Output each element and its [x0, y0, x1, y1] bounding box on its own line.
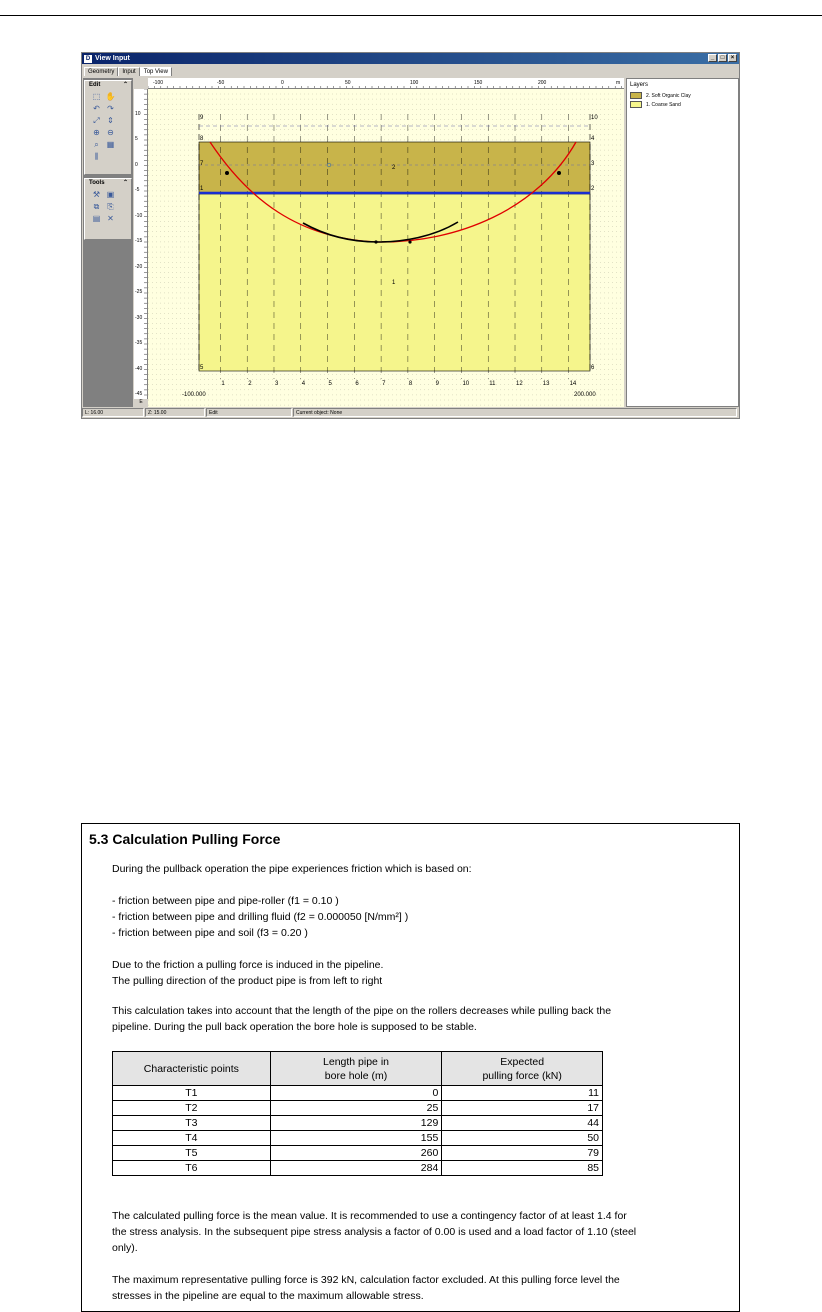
x-tick-label: 1: [221, 381, 225, 387]
status-mode: Edit: [206, 408, 292, 417]
ruler-tick-label: -25: [135, 289, 143, 295]
edit-group-header[interactable]: [85, 81, 131, 90]
force-cell: 44: [442, 1116, 603, 1131]
pulling-force-section: [81, 823, 740, 1312]
point-label: 1: [200, 186, 204, 192]
layer-swatch: [630, 101, 642, 108]
collapse-icon[interactable]: ⌃: [122, 180, 128, 186]
force-cell: 17: [442, 1101, 603, 1116]
x-tick-label: 7: [382, 381, 386, 387]
table-row: [113, 1146, 603, 1161]
collapse-icon[interactable]: ⌃: [122, 82, 128, 88]
point-label: 5: [200, 365, 204, 371]
select-icon[interactable]: ⬚: [92, 92, 101, 101]
pulling-force-table: [112, 1051, 603, 1176]
x-tick-label: 14: [569, 381, 577, 387]
layer-legend-label: 2. Soft Organic Clay: [646, 92, 691, 99]
vertical-ruler: [134, 89, 148, 399]
properties-icon[interactable]: ▣: [106, 190, 115, 199]
table-row: [113, 1161, 603, 1176]
layers-panel: [626, 78, 739, 407]
account-text: pipeline. During the pull back operation the bore hole is supposed to be stable.: [112, 1021, 477, 1033]
mean-text: The calculated pulling force is the mean value. It is recommended to use a contingency factor of at least 1.4 for: [112, 1210, 627, 1222]
wrench-icon[interactable]: ⚒: [92, 190, 101, 199]
column-header-line: Length pipe in: [323, 1055, 389, 1068]
paste-icon[interactable]: ⎘: [107, 202, 114, 211]
point-label: 3: [591, 161, 595, 167]
ruler-tick-label: 50: [345, 80, 351, 86]
tools-group-header[interactable]: [85, 179, 131, 188]
point-label: 9: [200, 115, 204, 121]
ruler-tick-label: -5: [135, 187, 140, 193]
tools-group: [84, 178, 132, 240]
x-tick-label: 11: [489, 381, 496, 387]
mean-text: only).: [112, 1242, 138, 1254]
force-cell: 85: [442, 1161, 603, 1176]
point-label: 10: [591, 115, 598, 121]
point-label: 8: [200, 136, 204, 142]
zoom-limits-icon[interactable]: ⤢: [93, 116, 100, 125]
table-row: [113, 1101, 603, 1116]
ruler-tick-label: 150: [474, 80, 483, 86]
point-label: 2: [591, 186, 595, 192]
ruler-tick-label: -100: [153, 80, 164, 86]
right-coordinate: 200.000: [574, 392, 596, 398]
left-coordinate: -100.000: [182, 392, 206, 398]
pipe-point: [557, 171, 561, 175]
zoom-rect-icon[interactable]: ⌕: [94, 140, 99, 149]
layer-number-label: 2: [392, 165, 396, 171]
ruler-tick-label: 10: [135, 111, 141, 117]
ruler-tick-label: 200: [538, 80, 547, 86]
view-input-window: [81, 52, 740, 419]
maximize-button[interactable]: □: [718, 54, 727, 62]
layers-title: Layers: [630, 82, 649, 88]
tab-input[interactable]: Input: [118, 67, 139, 76]
force-cell: 79: [442, 1146, 603, 1161]
x-tick-label: 4: [301, 381, 306, 387]
layer-legend-item[interactable]: [630, 101, 735, 108]
point-cell: T3: [113, 1116, 271, 1131]
point-cell: T2: [113, 1101, 271, 1116]
max-force-text: stresses in the pipeline are equal to the maximum allowable stress.: [112, 1290, 424, 1302]
minimize-button[interactable]: _: [708, 54, 717, 62]
layer-number-label: 1: [392, 280, 396, 286]
x-tick-label: 6: [355, 381, 359, 387]
column-header-line: bore hole (m): [324, 1069, 388, 1082]
point-label: 4: [591, 136, 595, 142]
ruler-tick-label: -40: [135, 366, 143, 372]
point-cell: T4: [113, 1131, 271, 1146]
x-tick-label: 13: [542, 381, 550, 387]
ruler-tick-label: 5: [135, 136, 138, 142]
layer-legend-item[interactable]: [630, 92, 735, 99]
column-header-line: Characteristic points: [143, 1062, 239, 1075]
length-cell: 284: [270, 1161, 442, 1176]
x-tick-label: 9: [435, 381, 440, 387]
point-cell: T1: [113, 1086, 271, 1101]
x-tick-label: 10: [462, 381, 470, 387]
ruler-tick-label: 0: [281, 80, 284, 86]
section-heading: 5.3 Calculation Pulling Force: [89, 831, 281, 847]
zoom-in-icon[interactable]: ⊕: [93, 128, 100, 137]
ruler-tick-label: -45: [135, 391, 143, 397]
redo-icon[interactable]: ↷: [107, 104, 114, 113]
x-tick-label: 3: [274, 381, 279, 387]
edit-group: [84, 80, 132, 175]
account-text: This calculation takes into account that the length of the pipe on the rollers decreases while pulling back the: [112, 1005, 612, 1017]
ruler-tick-label: -15: [135, 238, 143, 244]
tool-panel: [83, 78, 133, 407]
length-cell: 129: [270, 1116, 442, 1131]
window-title: View Input: [95, 55, 130, 62]
layer-icon[interactable]: ▦: [106, 140, 115, 149]
table-icon[interactable]: ▤: [92, 214, 101, 223]
mean-text: the stress analysis. In the subsequent pipe stress analysis a factor of 0.00 is used and a load factor of 1.10 (steel: [112, 1226, 637, 1238]
column-header: [442, 1052, 603, 1086]
table-row: [113, 1131, 603, 1146]
friction-item: - friction between pipe and pipe-roller (f1 = 0.10 ): [112, 895, 339, 907]
x-tick-label: 5: [328, 381, 332, 387]
length-cell: 260: [270, 1146, 442, 1161]
intro-text: During the pullback operation the pipe experiences friction which is based on:: [112, 863, 472, 875]
tab-top-view[interactable]: Top View: [140, 67, 172, 76]
point-cell: T5: [113, 1146, 271, 1161]
table-row: [113, 1086, 603, 1101]
length-cell: 155: [270, 1131, 442, 1146]
page-header-rule: [0, 15, 822, 16]
column-header: [270, 1052, 442, 1086]
edit-group-title: Edit: [89, 82, 101, 88]
ruler-tick-label: -50: [217, 80, 225, 86]
point-cell: T6: [113, 1161, 271, 1176]
scroll-box[interactable]: E: [134, 399, 148, 407]
pan-hand-icon[interactable]: ✋: [105, 92, 116, 101]
point-label: 7: [200, 161, 204, 167]
x-tick-label: 8: [408, 381, 413, 387]
undo-icon[interactable]: ↶: [93, 104, 100, 113]
x-tick-label: 2: [248, 381, 252, 387]
length-cell: 25: [270, 1101, 442, 1116]
pipe-point: [225, 171, 229, 175]
status-z: Z: 15.00: [145, 408, 205, 417]
layer-legend-label: 1. Coarse Sand: [646, 101, 681, 108]
x-tick-label: 12: [516, 381, 523, 387]
force-cell: 11: [442, 1086, 603, 1101]
copy-icon[interactable]: ⧉: [93, 202, 100, 211]
layer-swatch: [630, 92, 642, 99]
zoom-out-icon[interactable]: ⊖: [107, 128, 114, 137]
table-row: [113, 1116, 603, 1131]
geometry-canvas[interactable]: [148, 89, 624, 407]
delete-icon[interactable]: ✕: [107, 214, 114, 223]
induced-text: Due to the friction a pulling force is induced in the pipeline.: [112, 959, 384, 971]
title-bar[interactable]: [82, 53, 739, 64]
column-header-line: pulling force (kN): [482, 1069, 562, 1082]
ruler-tick-label: 100: [410, 80, 419, 86]
move-icon[interactable]: ⇕: [107, 116, 114, 125]
force-cell: 50: [442, 1131, 603, 1146]
ruler-tick-label: 0: [135, 162, 138, 168]
tools-group-title: Tools: [89, 180, 105, 186]
friction-item: - friction between pipe and soil (f3 = 0.20 ): [112, 927, 308, 939]
max-force-text: The maximum representative pulling force is 392 kN, calculation factor excluded. At this pulling force level the: [112, 1274, 620, 1286]
point-label: 6: [591, 365, 595, 371]
status-bar: [82, 408, 739, 418]
tab-geometry[interactable]: Geometry: [84, 67, 118, 76]
app-icon: D: [85, 55, 91, 62]
ruler-tick-label: -35: [135, 340, 143, 346]
measure-icon[interactable]: ⫼: [94, 152, 99, 161]
horizontal-ruler: [148, 78, 624, 89]
status-length: L: 16.00: [82, 408, 144, 417]
pipe-point: [374, 240, 377, 243]
direction-text: The pulling direction of the product pipe is from left to right: [112, 975, 383, 987]
ruler-unit: m: [616, 80, 621, 86]
tab-bar: [84, 67, 172, 76]
status-current-object: Current object: None: [293, 408, 737, 417]
ruler-corner: [134, 78, 148, 89]
length-cell: 0: [270, 1086, 442, 1101]
ruler-tick-label: -20: [135, 264, 143, 270]
column-header-line: Expected: [500, 1055, 545, 1068]
ruler-tick-label: -30: [135, 315, 143, 321]
column-header: [113, 1052, 271, 1086]
friction-item: - friction between pipe and drilling fluid (f2 = 0.000050 [N/mm²] ): [112, 911, 409, 923]
pipe-point: [408, 240, 411, 243]
close-button[interactable]: ×: [728, 54, 737, 62]
ruler-tick-label: -10: [135, 213, 143, 219]
